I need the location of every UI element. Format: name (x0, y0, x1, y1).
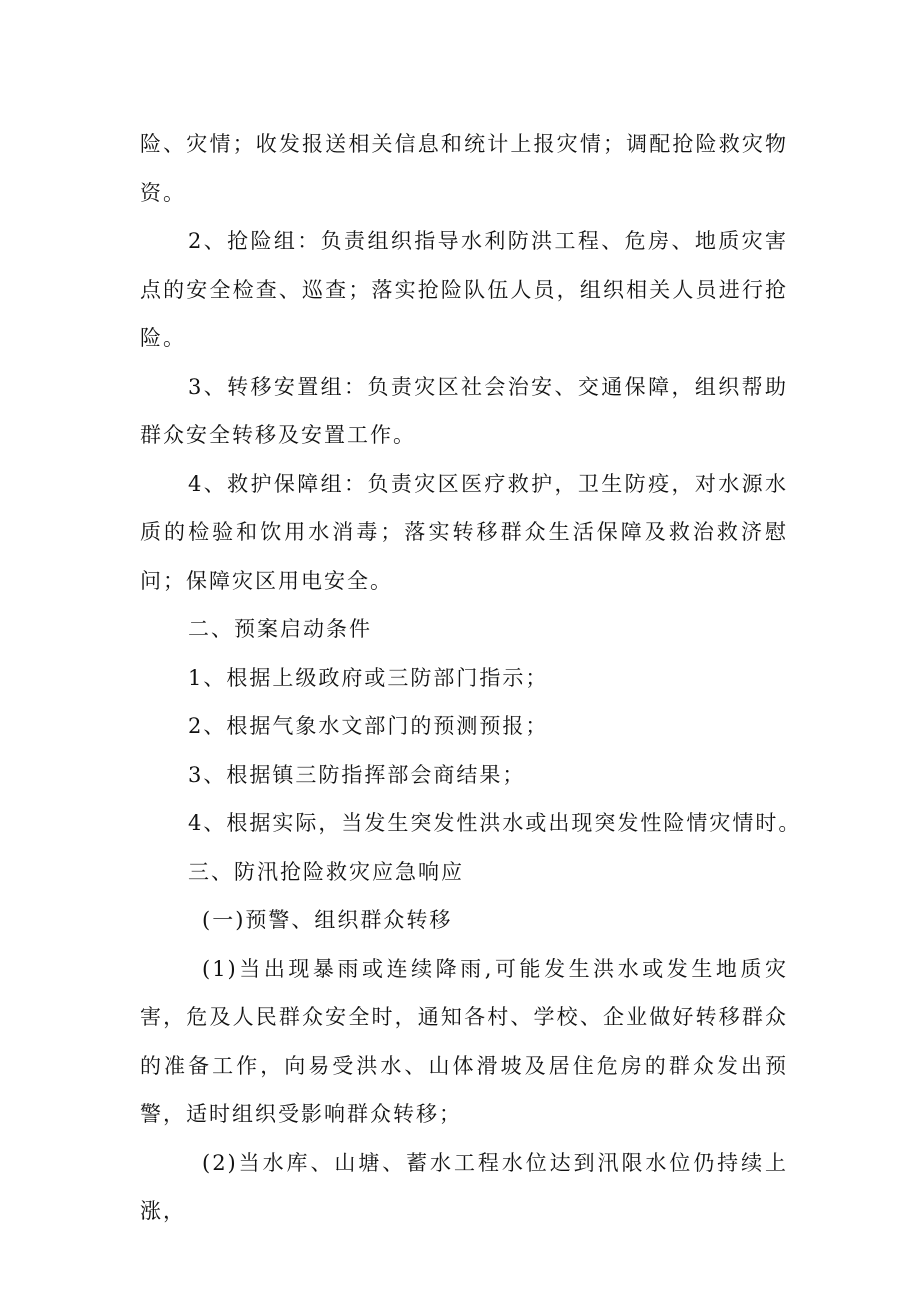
paragraph-rescue-group: 2、抢险组：负责组织指导水利防洪工程、危房、地质灾害点的安全检查、巡查；落实抢险队伍人员，组织相关人员进行抢险。 (140, 229, 788, 350)
paragraph-relocation-group: 3、转移安置组：负责灾区社会治安、交通保障，组织帮助群众安全转移及安置工作。 (140, 374, 788, 447)
section-heading-2: 二、预案启动条件 (188, 617, 372, 641)
paragraph-medical-group: 4、救护保障组：负责灾区医疗救护，卫生防疫，对水源水质的检验和饮用水消毒；落实转移群众生活保障及救治救济慰问；保障灾区用电安全。 (140, 471, 788, 593)
condition-item-4: 4、根据实际，当发生突发性洪水或出现突发性险情灾情时。 (188, 811, 802, 835)
section-heading-3: 三、防汛抢险救灾应急响应 (188, 859, 464, 884)
paragraph-text: 险、灾情；收发报送相关信息和统计上报灾情；调配抢险救灾物资。 (140, 132, 788, 205)
condition-item-2: 2、根据气象水文部门的预测预报； (188, 714, 549, 738)
condition-item-1: 1、根据上级政府或三防部门指示； (188, 665, 549, 690)
paragraph-warning-1: (1)当出现暴雨或连续降雨,可能发生洪水或发生地质灾害，危及人民群众安全时，通知各村、学校、企业做好转移群众的准备工作，向易受洪水、山体滑坡及居住危房的群众发出预警，适时组织受影响群众转移； (140, 956, 788, 1126)
condition-item-3: 3、根据镇三防指挥部会商结果； (188, 762, 526, 787)
document-body (140, 120, 802, 1236)
paragraph-warning-2: (2)当水库、山塘、蓄水工程水位达到汛限水位仍持续上涨， (140, 1150, 788, 1223)
subsection-heading: (一)预警、组织群众转移 (202, 908, 453, 932)
